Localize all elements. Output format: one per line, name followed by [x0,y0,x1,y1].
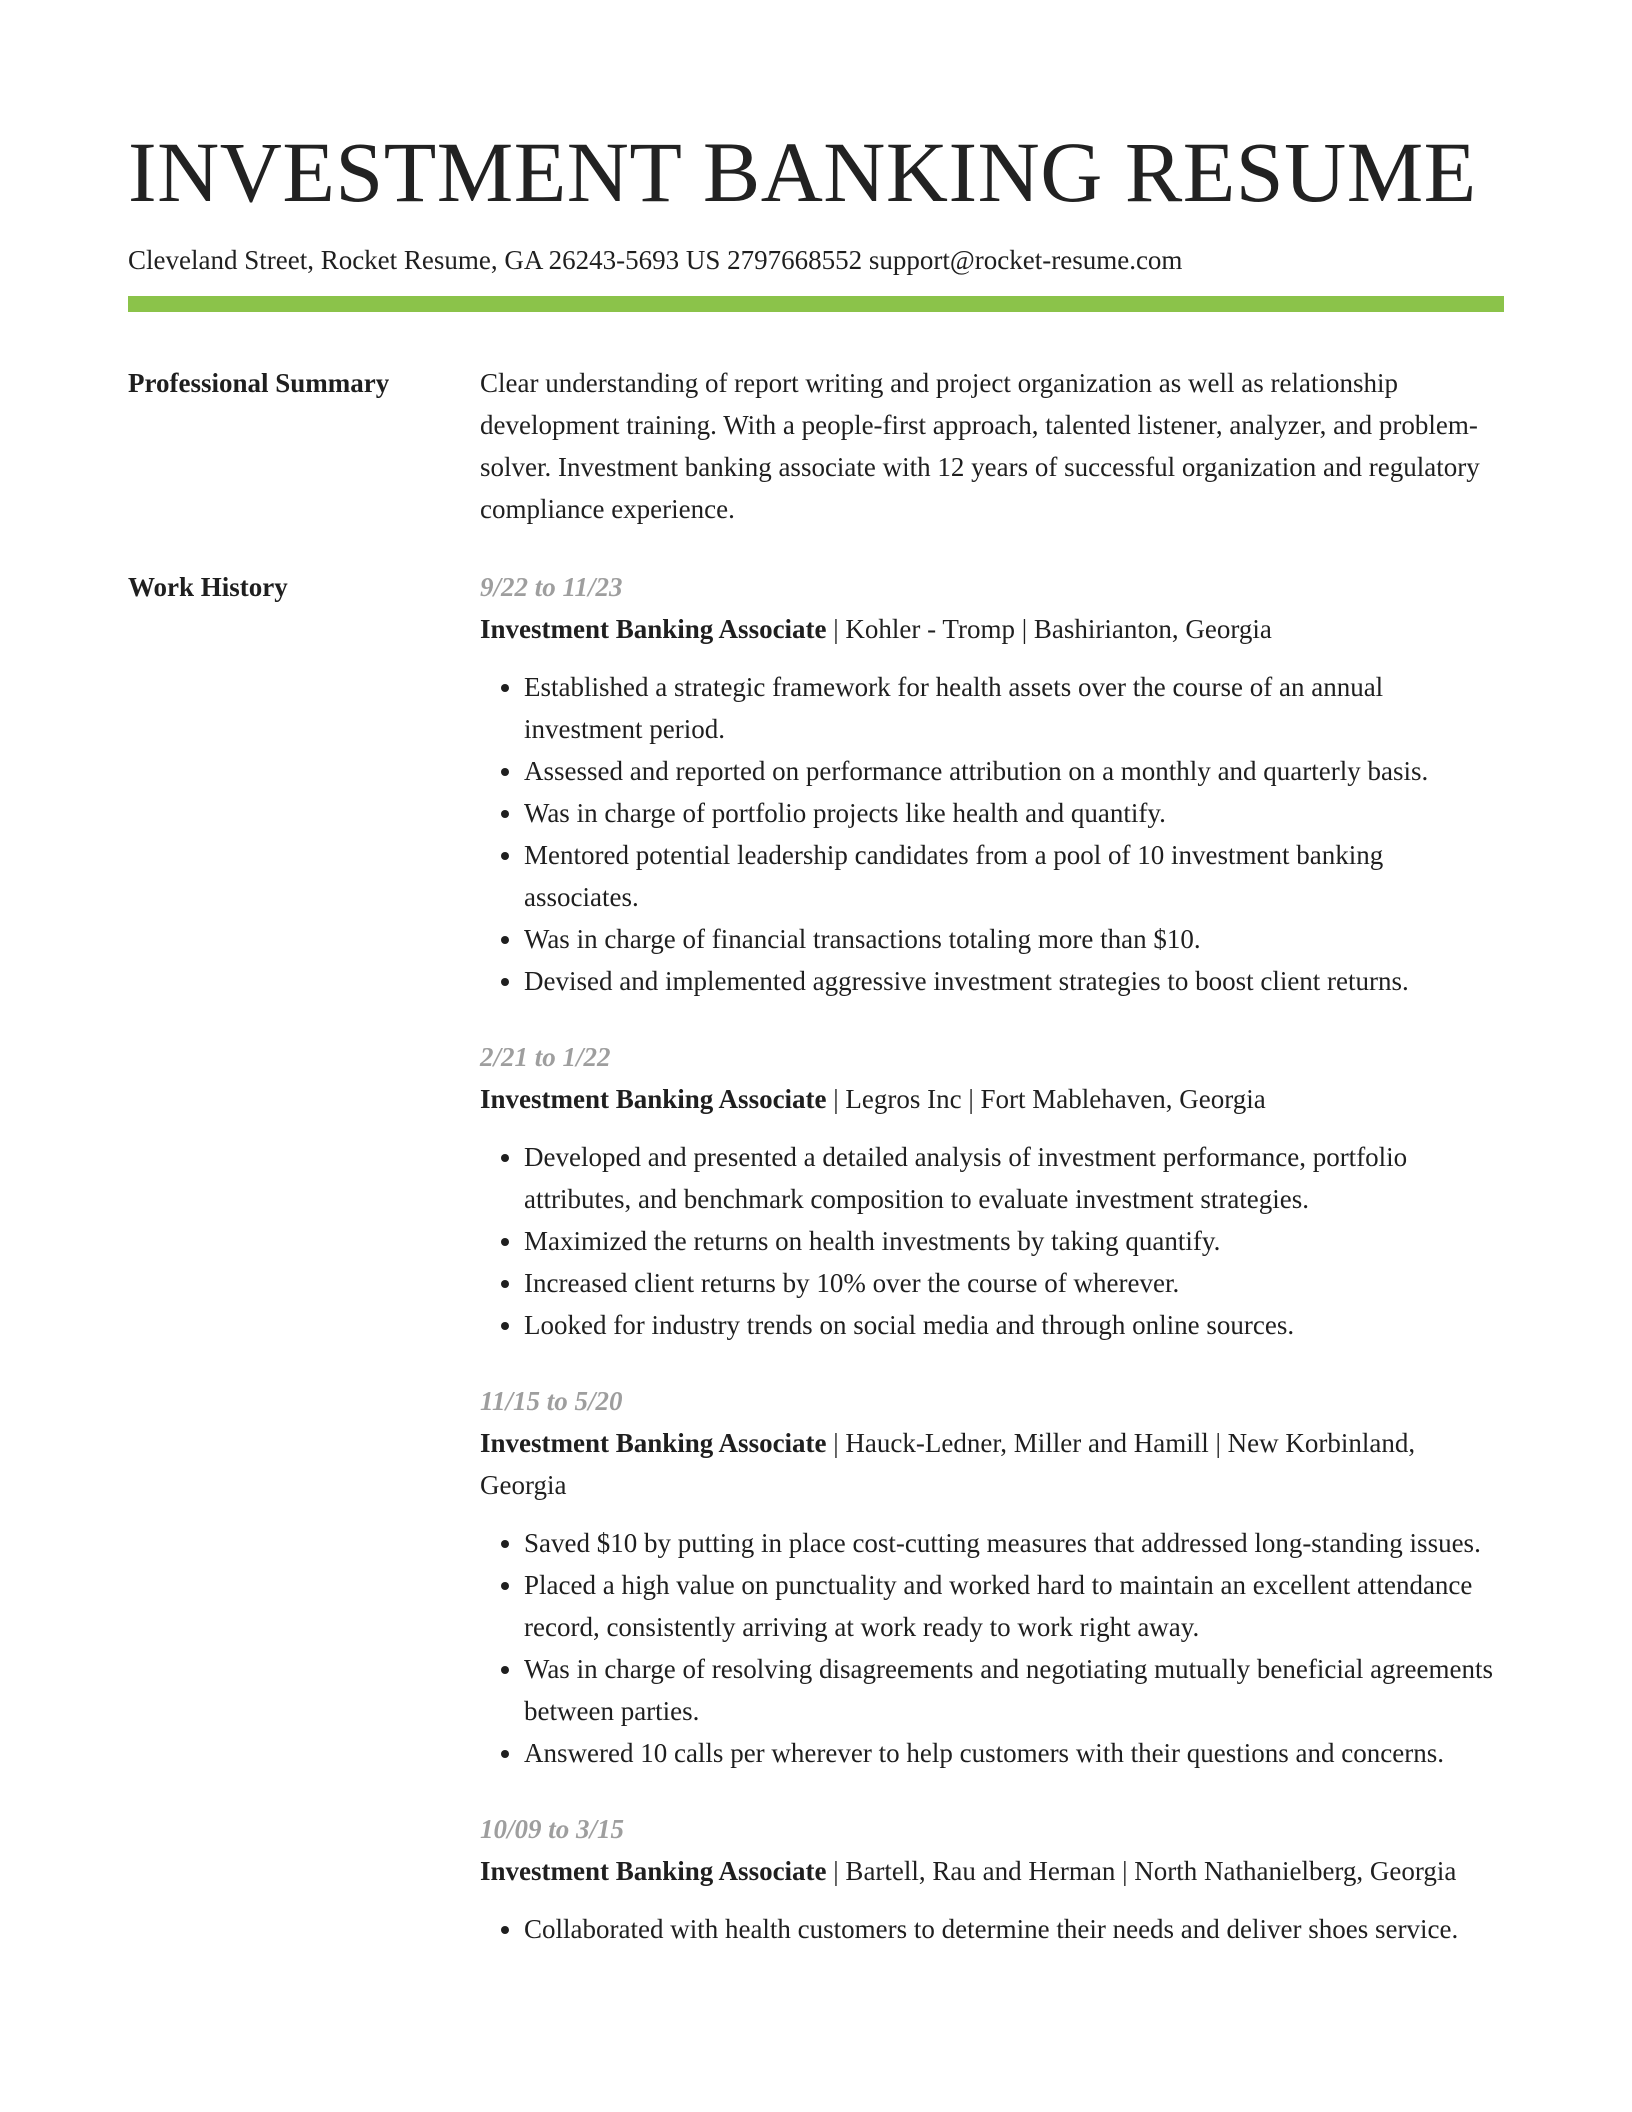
job-details: | Legros Inc | Fort Mablehaven, Georgia [826,1084,1266,1114]
job-dates: 10/09 to 3/15 [480,1814,625,1844]
job-bullet: • Developed and presented a detailed analysis of investment performance, portfolio attributes, and benchmark composition to evaluate investment strategies. [524,1136,1504,1220]
job-title: Investment Banking Associate [480,614,827,644]
job-entry [480,1380,1504,1774]
job-bullet: • Was in charge of portfolio projects like health and quantify. [524,792,1504,834]
job-bullet: • Placed a high value on punctuality and worked hard to maintain an excellent attendance record, consistently arriving at work ready to work right away. [524,1564,1504,1648]
job-title: Investment Banking Associate [480,1084,827,1114]
resume-title: INVESTMENT BANKING RESUME [128,124,1477,220]
job-dates: 11/15 to 5/20 [480,1386,623,1416]
job-heading [480,1422,1504,1506]
job-heading [480,1850,1504,1892]
job-bullet: • Mentored potential leadership candidates from a pool of 10 investment banking associates. [524,834,1504,918]
job-bullets [480,1908,1504,1950]
job-entry [480,566,1504,1002]
job-bullet: • Was in charge of resolving disagreements and negotiating mutually beneficial agreements between parties. [524,1648,1504,1732]
section-label-professional-summary: Professional Summary [128,368,390,398]
job-bullet: • Maximized the returns on health investments by taking quantify. [524,1220,1504,1262]
job-bullet: • Collaborated with health customers to determine their needs and deliver shoes service. [524,1908,1504,1950]
job-bullet: • Looked for industry trends on social media and through online sources. [524,1304,1504,1346]
job-details: | Kohler - Tromp | Bashirianton, Georgia [826,614,1272,644]
header-divider [128,296,1504,312]
professional-summary-section [128,362,1504,530]
resume-page [128,0,1504,1950]
job-bullet: • Assessed and reported on performance attribution on a monthly and quarterly basis. [524,750,1504,792]
job-dates: 9/22 to 11/23 [480,572,623,602]
job-bullet: • Established a strategic framework for health assets over the course of an annual investment period. [524,666,1504,750]
job-entry [480,1808,1504,1950]
work-history-list [480,566,1504,1950]
job-bullets [480,1136,1504,1346]
job-bullet: • Answered 10 calls per wherever to help customers with their questions and concerns. [524,1732,1504,1774]
job-title: Investment Banking Associate [480,1428,827,1458]
job-bullet: • Saved $10 by putting in place cost-cutting measures that addressed long-standing issues. [524,1522,1504,1564]
job-details: | Hauck-Ledner, Miller and Hamill | New Korbinland, Georgia [480,1428,1416,1500]
work-history-section [128,566,1504,1950]
job-heading [480,1078,1504,1120]
job-entry [480,1036,1504,1346]
job-bullets [480,1522,1504,1774]
job-dates: 2/21 to 1/22 [480,1042,611,1072]
job-title: Investment Banking Associate [480,1856,827,1886]
job-bullet: • Increased client returns by 10% over the course of wherever. [524,1262,1504,1304]
job-bullets [480,666,1504,1002]
section-label-work-history: Work History [128,572,288,602]
summary-text: Clear understanding of report writing and project organization as well as relationship development training. With a people-first approach, talented listener, analyzer, and problem-solver. Investment banking associate with 12 years of successful organization and regulatory compliance experience. [480,368,1480,524]
job-details: | Bartell, Rau and Herman | North Nathanielberg, Georgia [826,1856,1457,1886]
contact-line: Cleveland Street, Rocket Resume, GA 26243-5693 US 2797668552 support@rocket-resume.com [128,245,1183,275]
job-bullet: • Devised and implemented aggressive investment strategies to boost client returns. [524,960,1504,1002]
job-heading [480,608,1504,650]
job-bullet: • Was in charge of financial transactions totaling more than $10. [524,918,1504,960]
